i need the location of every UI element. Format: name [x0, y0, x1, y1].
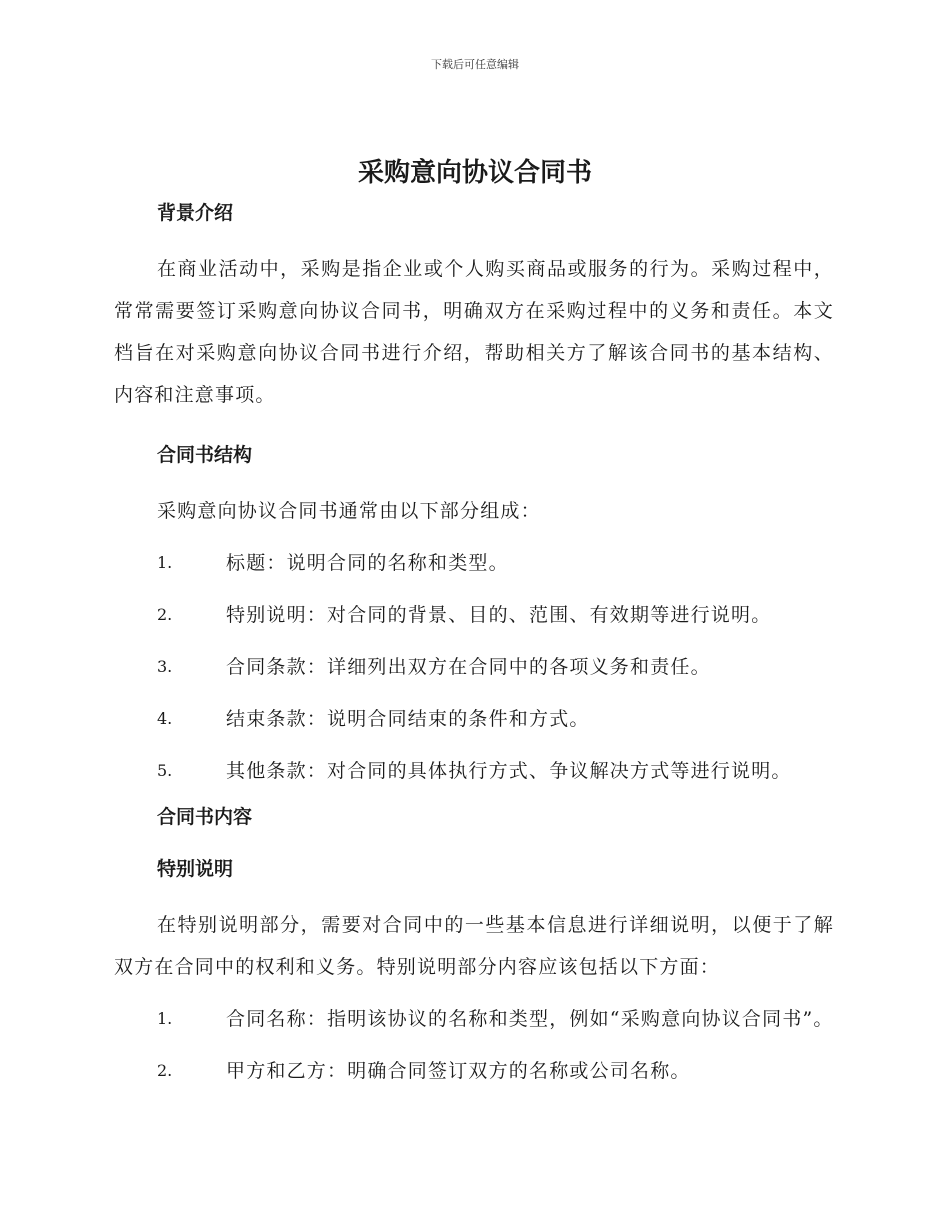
list-item-number: 1. — [157, 1009, 173, 1028]
list-item — [114, 1050, 834, 1092]
list-item — [114, 698, 834, 740]
paragraph-special: 在特别说明部分，需要对合同中的一些基本信息进行详细说明，以便于了解双方在合同中的权利和义务。特别说明部分内容应该包括以下方面： — [114, 914, 834, 978]
list-item-number: 2. — [157, 605, 173, 624]
paragraph-structure-intro: 采购意向协议合同书通常由以下部分组成： — [157, 500, 541, 522]
list-item — [114, 542, 834, 584]
document-body — [114, 196, 834, 1092]
heading-structure: 合同书结构 — [157, 444, 253, 466]
document-title: 采购意向协议合同书 — [357, 158, 592, 188]
list-item-text: 合同条款：详细列出双方在合同中的各项义务和责任。 — [226, 656, 711, 678]
list-item-text: 特别说明：对合同的背景、目的、范围、有效期等进行说明。 — [226, 604, 772, 626]
list-item-text: 甲方和乙方：明确合同签订双方的名称或公司名称。 — [226, 1060, 691, 1082]
list-item-text: 其他条款：对合同的具体执行方式、争议解决方式等进行说明。 — [226, 760, 792, 782]
list-item — [114, 750, 834, 792]
list-item-number: 4. — [157, 709, 173, 728]
list-item-text: 标题：说明合同的名称和类型。 — [226, 552, 509, 574]
header-note: 下载后可任意编辑 — [431, 58, 519, 71]
paragraph-background: 在商业活动中，采购是指企业或个人购买商品或服务的行为。采购过程中，常常需要签订采购意向协议合同书，明确双方在采购过程中的义务和责任。本文档旨在对采购意向协议合同书进行介绍，帮助相关方了解该合同书的基本结构、内容和注意事项。 — [114, 258, 834, 406]
list-item-number: 1. — [157, 553, 173, 572]
list-item — [114, 594, 834, 636]
list-item — [114, 646, 834, 688]
list-item-text: 结束条款：说明合同结束的条件和方式。 — [226, 708, 590, 730]
heading-content: 合同书内容 — [157, 806, 253, 828]
list-item-number: 3. — [157, 657, 173, 676]
heading-background: 背景介绍 — [157, 202, 234, 224]
heading-special: 特别说明 — [157, 858, 234, 880]
list-item-number: 5. — [157, 761, 173, 780]
list-item — [114, 998, 834, 1040]
list-item-number: 2. — [157, 1061, 173, 1080]
list-item-text: 合同名称：指明该协议的名称和类型，例如“采购意向协议合同书”。 — [226, 1008, 834, 1030]
